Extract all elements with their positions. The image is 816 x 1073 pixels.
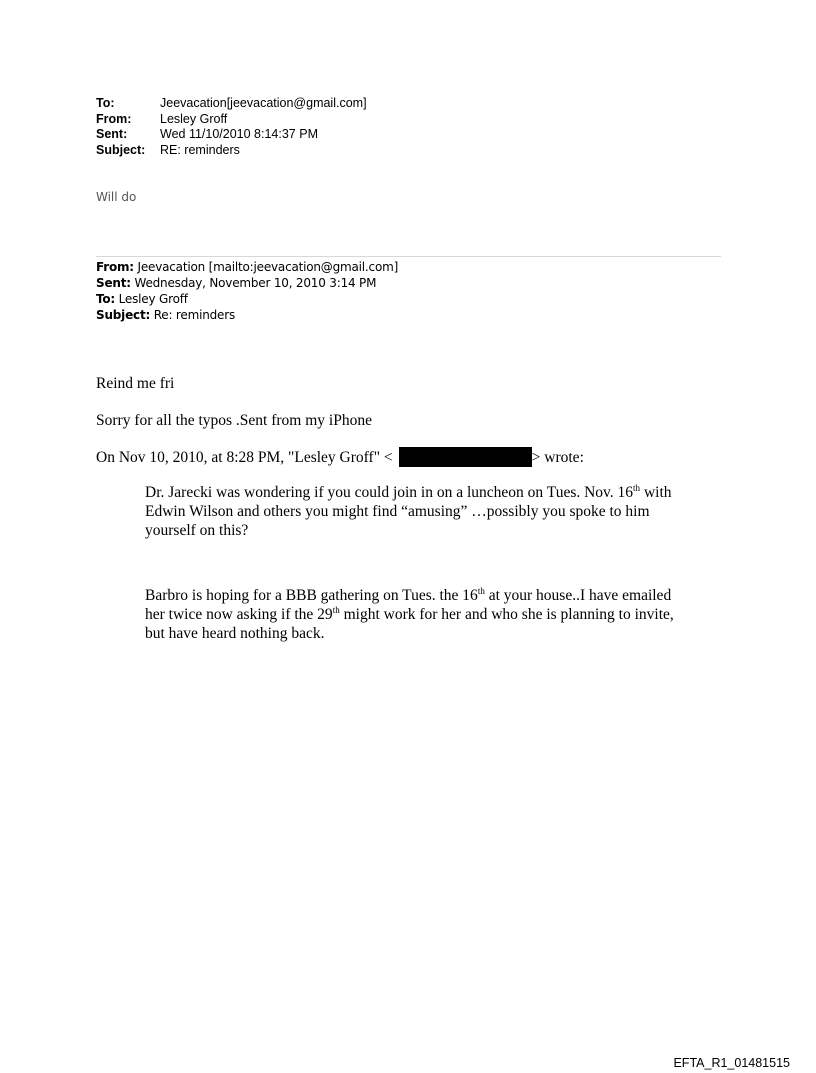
inner-quote-p1-text-b: with Edwin Wilson and others you might find “amusing” …possibly you spoke to him yourself on this? <box>145 484 672 539</box>
from-label: From: <box>96 111 132 126</box>
subject-value: RE: reminders <box>160 142 240 157</box>
quoted-subject-value: Re: reminders <box>150 308 235 322</box>
quoted-to-value: Lesley Groff <box>115 292 188 306</box>
quoted-subject-row <box>96 307 398 323</box>
quoted-header <box>96 259 398 323</box>
header-from-row <box>96 112 367 128</box>
quoted-from-row <box>96 259 398 275</box>
separator-line <box>96 256 721 257</box>
document-id-footer: EFTA_R1_01481515 <box>673 1056 790 1070</box>
inner-quote-paragraph-1 <box>145 483 675 540</box>
inner-quote-p2-text-c: might work for her and who she is planning to invite, but have heard nothing back. <box>145 606 674 642</box>
subject-label: Subject: <box>96 142 146 157</box>
email-header <box>96 96 367 158</box>
quoted-to-row <box>96 291 398 307</box>
header-sent-row <box>96 127 367 143</box>
body-line-2: Sorry for all the typos .Sent from my iPhone <box>96 412 372 429</box>
sent-value: Wed 11/10/2010 8:14:37 PM <box>160 127 318 141</box>
ordinal-suffix: th <box>332 604 340 615</box>
reply-text: Will do <box>96 190 137 204</box>
to-label: To: <box>96 96 115 110</box>
quoted-from-value: Jeevacation [mailto:jeevacation@gmail.com] <box>133 260 399 274</box>
body-line-1: Reind me fri <box>96 375 175 392</box>
quoted-subject-label: Subject: <box>96 308 151 322</box>
from-value: Lesley Groff <box>160 111 228 126</box>
wrote-line <box>96 447 584 467</box>
quoted-sent-label: Sent: <box>96 276 131 290</box>
quoted-sent-value: Wednesday, November 10, 2010 3:14 PM <box>130 276 377 290</box>
quoted-from-label: From: <box>96 260 134 274</box>
quoted-sent-row <box>96 275 398 291</box>
inner-quote-p2-text-a: Barbro is hoping for a BBB gathering on Tues. the 16 <box>145 587 478 604</box>
sent-label: Sent: <box>96 127 128 141</box>
quoted-to-label: To: <box>96 292 116 306</box>
ordinal-suffix: th <box>633 482 641 493</box>
inner-quote-p1-text-a: Dr. Jarecki was wondering if you could join in on a luncheon on Tues. Nov. 16 <box>145 484 634 501</box>
ordinal-suffix: th <box>477 585 485 596</box>
inner-quote-paragraph-2 <box>145 586 675 643</box>
wrote-suffix: > wrote: <box>531 448 584 466</box>
wrote-prefix: On Nov 10, 2010, at 8:28 PM, "Lesley Groff" < <box>96 448 393 466</box>
header-to-row <box>96 96 367 112</box>
redaction-box <box>399 447 532 467</box>
inner-quote-p2-text-b: at your house..I have emailed her twice now asking if the 29 <box>145 587 672 623</box>
header-subject-row <box>96 143 367 159</box>
to-value: Jeevacation[jeevacation@gmail.com] <box>160 96 367 110</box>
